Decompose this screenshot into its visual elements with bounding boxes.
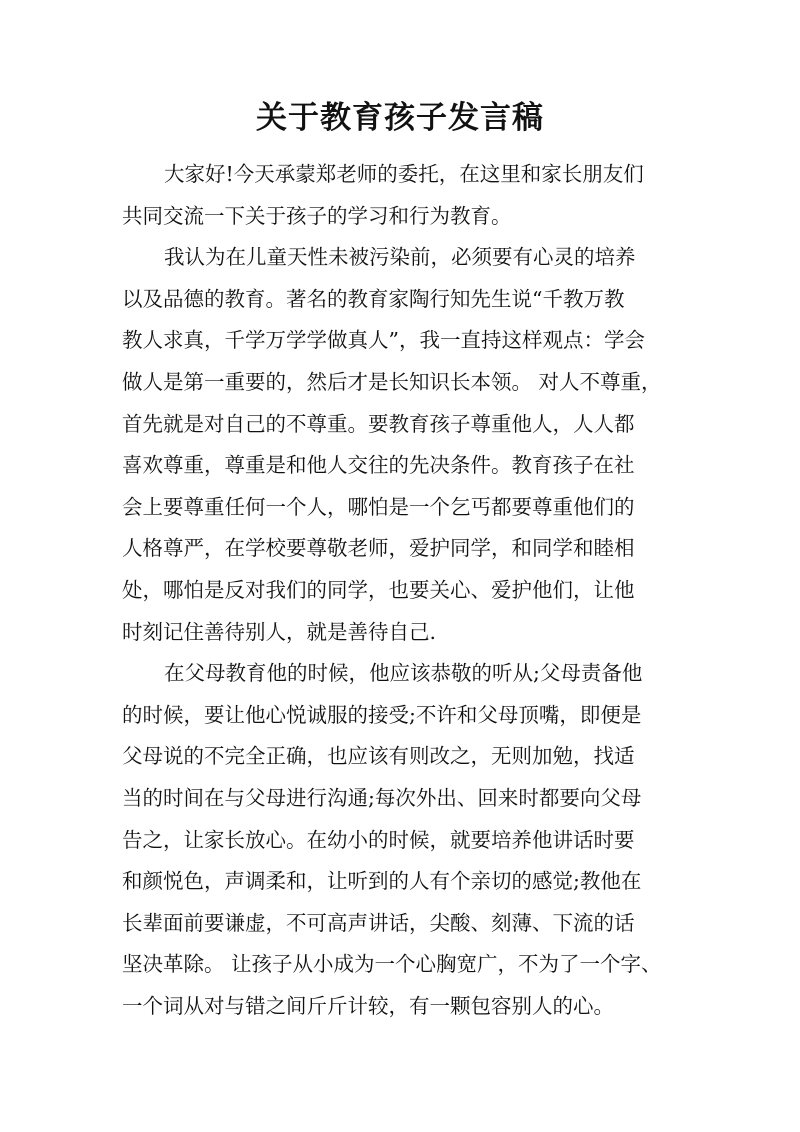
paragraph-2-line-7: 会上要尊重任何一个人，哪怕是一个乞丐都要尊重他们的 (122, 494, 635, 519)
paragraph-2-line-4: 做人是第一重要的，然后才是长知识长本领。 对人不尊重， (122, 369, 662, 394)
paragraph-2-line-5: 首先就是对自己的不尊重。要教育孩子尊重他人，人人都 (122, 411, 635, 436)
paragraph-3-line-3: 父母说的不完全正确，也应该有则改之，无则加勉，找适 (122, 744, 635, 769)
paragraph-3-line-6: 和颜悦色，声调柔和，让听到的人有个亲切的感觉;教他在 (122, 869, 642, 894)
paragraph-3-line-2: 的时候，要让他心悦诚服的接受;不许和父母顶嘴，即便是 (122, 702, 642, 727)
document-body (122, 154, 682, 1027)
paragraph-2-line-3: 教人求真，千学万学学做真人”，我一直持这样观点：学会 (122, 328, 645, 353)
paragraph-2-line-10: 时刻记住善待别人，就是善待自己. (122, 619, 437, 644)
paragraph-2-line-9: 处，哪怕是反对我们的同学，也要关心、爱护他们，让他 (122, 577, 635, 602)
document-title: 关于教育孩子发言稿 (256, 100, 544, 136)
paragraph-2-line-8: 人格尊严，在学校要尊敬老师，爱护同学，和同学和睦相 (122, 536, 635, 561)
paragraph-3-line-9: 一个词从对与错之间斤斤计较，有一颗包容别人的心。 (122, 993, 614, 1018)
paragraph-3-line-1: 在父母教育他的时候，他应该恭敬的听从;父母责备他 (164, 661, 643, 686)
paragraph-3-line-8: 坚决革除。 让孩子从小成为一个心胸宽广，不为了一个字、 (122, 952, 662, 977)
paragraph-2-line-1: 我认为在儿童天性未被污染前，必须要有心灵的培养 (164, 245, 636, 270)
paragraph-3-line-5: 告之，让家长放心。在幼小的时候，就要培养他讲话时要 (122, 827, 635, 852)
paragraph-2-line-2: 以及品德的教育。著名的教育家陶行知先生说“千教万教 (122, 286, 625, 311)
paragraph-1-line-1: 大家好!今天承蒙郑老师的委托，在这里和家长朋友们 (164, 162, 644, 186)
paragraph-1-line-2: 共同交流一下关于孩子的学习和行为教育。 (122, 203, 512, 228)
paragraph-2-line-6: 喜欢尊重，尊重是和他人交往的先决条件。教育孩子在社 (122, 453, 635, 478)
paragraph-3-line-4: 当的时间在与父母进行沟通;每次外出、回来时都要向父母 (122, 785, 642, 810)
paragraph-3-line-7: 长辈面前要谦虚，不可高声讲话，尖酸、刻薄、下流的话 (122, 910, 635, 935)
